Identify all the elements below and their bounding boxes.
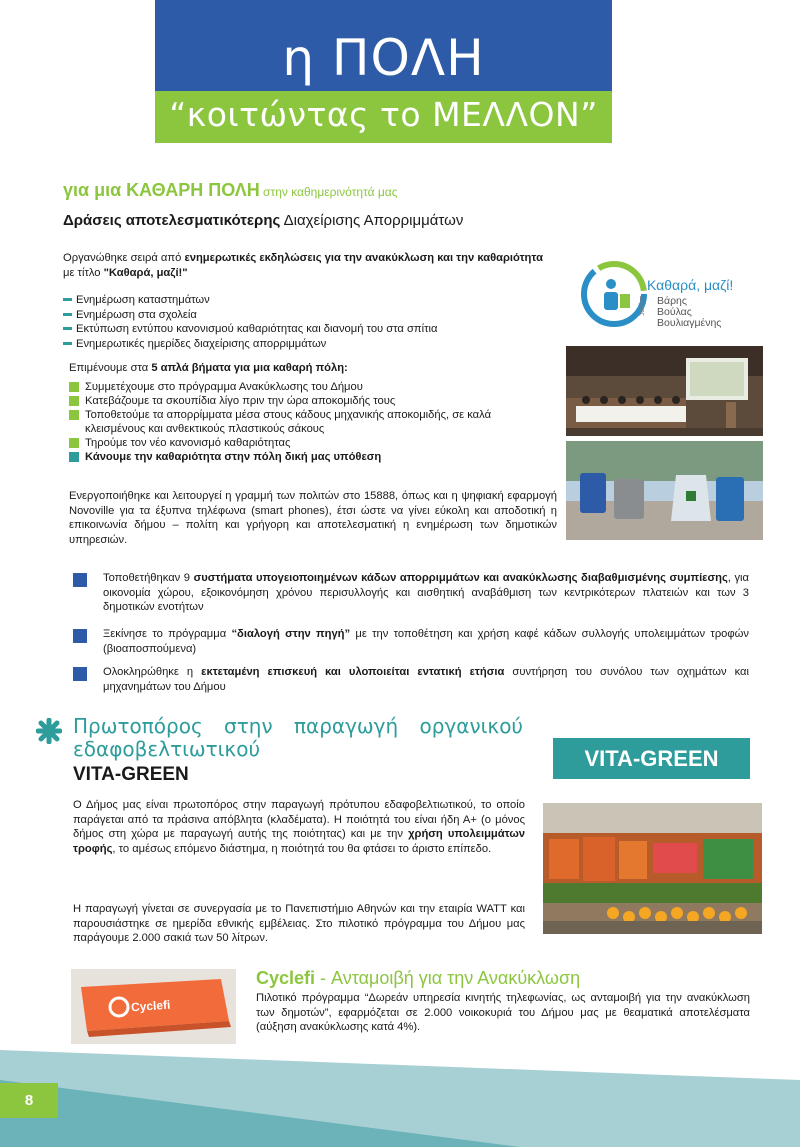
measure-text — [103, 627, 749, 656]
list-item — [69, 380, 553, 394]
list-item: Εκτύπωση εντύπου κανονισμού καθαριότητας και διανομή του στα σπίτια — [63, 322, 438, 337]
text-bold: εκτεταμένη επισκευή και υλοποιείται εντατική ετήσια — [201, 666, 505, 678]
bullet-square-icon — [69, 396, 79, 406]
text-bold: χρήση υπολειμμάτων τροφής — [73, 828, 526, 855]
cyclefi-name: Cyclefi — [256, 968, 316, 988]
text-bold: “διαλογή στην πηγή” — [231, 628, 351, 640]
bullet-square-icon — [69, 452, 79, 462]
cyclefi-title — [256, 968, 580, 989]
section-title-small: στην καθημερινότητά μας — [259, 185, 398, 199]
text: με την τοποθέτηση και χρήση καφέ κάδων συλλογής υπολειμμάτων τροφών (βιοαποσπούμενα) — [103, 628, 749, 655]
step-text: Τοποθετούμε τα απορρίμματα μέσα στους κάδους μηχανικής αποκομιδής, σε καλά κλεισμένους και ανθεκτικούς πλαστικούς σάκους — [85, 409, 492, 435]
cyclefi-paragraph: Πιλοτικό πρόγραμμα “Δωρεάν υπηρεσία κινητής τηλεφωνίας, ως ανταμοιβή για την ανακύκλωση των δημοτών”, εφαρμόζεται σε 2.000 νοικοκυριά του Δήμου μας με θεαματικά αποτελέσματα (αύξηση ανακύκλωσης κατά 4%). — [256, 992, 750, 1033]
step-text: Τηρούμε τον νέο κανονισμό καθαριότητας — [85, 437, 291, 449]
text-bold: συστήματα υπογειοποιημένων κάδων απορριμμάτων και ανακύκλωσης διαβαθμισμένης συμπίεσης — [193, 572, 728, 584]
intro-bold: ενημερωτικές εκδηλώσεις για την ανακύκλωση και την καθαριότητα — [184, 252, 543, 264]
text: Ολοκληρώθηκε η — [103, 666, 202, 678]
bullet-square-icon — [69, 382, 79, 392]
hotline-paragraph: Ενεργοποιήθηκε και λειτουργεί η γραμμή των πολιτών στο 15888, όπως και η ψηφιακή εφαρμογή Novoville για τα έξυπνα τηλέφωνα (smart phones), έτσι ώστε να γίνει εύκολη και αποδοτική η επικοινωνία δήμου – πολίτη και γρήγορη και αποτελεσματική η ενημέρωση των δημοτικών υπηρεσιών. — [69, 490, 557, 546]
section-compost-brand: VITA-GREEN — [73, 764, 189, 785]
measure-text — [103, 665, 749, 694]
list-item: Ενημέρωση στα σχολεία — [63, 308, 438, 323]
intro-text: Οργανώθηκε σειρά από — [63, 252, 185, 264]
compost-paragraph — [73, 798, 525, 856]
page-title: η ΠΟΛΗ — [282, 29, 485, 87]
intro-text: με τίτλο — [63, 266, 104, 279]
bullet-square-icon — [73, 573, 87, 587]
measure-item — [73, 627, 749, 656]
step-text: Κάνουμε την καθαριότητα στην πόλη δική μας υπόθεση — [85, 451, 382, 463]
compost-bags-photo — [543, 803, 762, 934]
step-text: Συμμετέχουμε στο πρόγραμμα Ανακύκλωσης του Δήμου — [85, 381, 363, 393]
logo-line: Βάρης — [657, 295, 687, 307]
page-number: 8 — [0, 1083, 58, 1118]
list-item — [69, 436, 553, 450]
logo-title: Καθαρά, μαζί! — [647, 277, 734, 293]
logo-line: Βούλας — [657, 306, 692, 318]
logo-side-label: Δήμος — [638, 296, 645, 316]
section-clean-city-title — [63, 180, 398, 201]
list-item — [69, 408, 553, 436]
page-subtitle: “κοιτώντας το ΜΕΛΛΟΝ” — [169, 95, 598, 134]
awareness-list — [63, 293, 438, 351]
list-item — [69, 394, 553, 408]
compost-paragraph: Η παραγωγή γίνεται σε συνεργασία με το Πανεπιστήμιο Αθηνών και την εταιρία WATT και παρουσιάστηκε σε ημερίδα εθνικής εμβέλειας. Στο πιλοτικό πρόγραμμα του Δήμου μας παράγουμε 2.000 σακιά των 50 λίτρων. — [73, 903, 525, 944]
steps-list — [69, 380, 553, 464]
recycling-bins-photo — [566, 441, 763, 540]
bullet-square-icon — [73, 667, 87, 681]
list-item — [69, 450, 553, 464]
text: , το αμέσως επόμενο διάστημα, η ποιότητά του θα φτάσει το άριστο επίπεδο. — [112, 842, 492, 855]
steps-heading-text: Επιμένουμε στα — [69, 362, 152, 374]
measure-item — [73, 571, 749, 615]
intro-paragraph — [63, 251, 555, 280]
steps-heading-bold: 5 απλά βήματα για μια καθαρή πόλη: — [151, 362, 348, 374]
list-item: Ενημέρωση καταστημάτων — [63, 293, 438, 308]
bullet-square-icon — [69, 410, 79, 420]
subtitle-rest: Διαχείρισης Απορριμμάτων — [280, 212, 464, 229]
subtitle-bold: Δράσεις αποτελεσματικότερης — [63, 212, 281, 229]
text: συντήρηση του συνόλου των οχημάτων και μηχανημάτων του Δήμου — [103, 666, 749, 693]
section-compost-title: Πρωτοπόρος στην παραγωγή οργανικού εδαφοβελτιωτικού — [73, 714, 523, 761]
cyclefi-title-rest: - Ανταμοιβή για την Ανακύκλωση — [315, 968, 581, 988]
bullet-square-icon — [73, 629, 87, 643]
text: Ξεκίνησε το πρόγραμμα — [103, 628, 232, 640]
list-item: Ενημερωτικές ημερίδες διαχείρισης απορριμμάτων — [63, 337, 438, 352]
section-title-bold: για μια ΚΑΘΑΡΗ ΠΟΛΗ — [63, 180, 260, 200]
measure-text — [103, 571, 749, 615]
cyclefi-box-label: Cyclefi — [130, 997, 171, 1015]
measure-item — [73, 665, 749, 694]
asterisk-icon — [36, 718, 62, 744]
steps-heading — [69, 362, 348, 374]
intro-campaign-name: "Καθαρά, μαζί!" — [103, 266, 188, 279]
text: Ο Δήμος μας είναι πρωτοπόρος στην παραγωγή πρότυπου εδαφοβελτιωτικού, το οποίο παράγεται από τα πράσινα απόβλητα (κλαδέματα). Η ποιότητά του είναι ήδη Α+ (ο μόνος δήμος στη χώρα με παραγωγή αυτής της ποιότητας) και με την — [73, 799, 525, 840]
vita-green-badge: VITA-GREEN — [553, 738, 750, 779]
bullet-square-icon — [69, 438, 79, 448]
logo-line: Βουλιαγμένης — [657, 317, 722, 329]
section-clean-city-subtitle — [63, 212, 463, 229]
conference-photo — [566, 346, 763, 436]
text: , για οικονομία χώρου, εξοικονόμηση χρόνου περισυλλογής και αισθητική αναβάθμιση των κεντρικότερων πλατειών και των 3 δημοτικών ενοτήτων — [103, 572, 749, 613]
step-text: Κατεβάζουμε τα σκουπίδια λίγο πριν την ώρα αποκομιδής τους — [85, 395, 396, 407]
text: Τοποθετήθηκαν 9 — [103, 572, 194, 584]
